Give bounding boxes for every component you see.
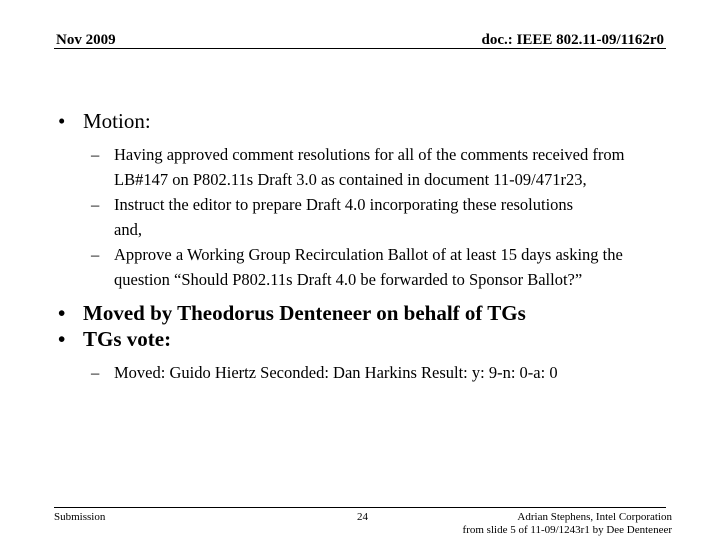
bullet-glyph: •	[58, 109, 66, 133]
footer-page-number: 24	[357, 511, 368, 523]
footer-author-line2: from slide 5 of 11-09/1243r1 by Dee Denteneer	[462, 524, 672, 536]
vote-result-text: Moved: Guido Hiertz Seconded: Dan Harkins Result: y: 9-n: 0-a: 0	[114, 363, 558, 382]
dash-glyph: –	[91, 363, 100, 382]
bullet-glyph: •	[58, 301, 66, 325]
footer-author	[463, 511, 672, 537]
motion-heading: Motion:	[83, 109, 151, 133]
footer-submission: Submission	[54, 511, 106, 523]
moved-by-bullet	[58, 300, 678, 326]
vote-sublist	[91, 360, 678, 385]
motion-item	[91, 192, 604, 242]
footer-author-line1: Adrian Stephens, Intel Corporation	[517, 511, 672, 523]
vote-item	[91, 360, 678, 385]
vote-bullet	[58, 326, 678, 352]
vote-label: TGs vote:	[83, 327, 172, 351]
motion-bullet	[58, 108, 678, 134]
dash-glyph: –	[91, 245, 100, 264]
dash-glyph: –	[91, 145, 100, 164]
bullet-glyph: •	[58, 327, 66, 351]
slide-body	[58, 108, 678, 385]
motion-item-text: Instruct the editor to prepare Draft 4.0 incorporating these resolutions and,	[114, 195, 574, 239]
motion-item	[91, 142, 629, 192]
header-divider	[54, 48, 666, 49]
moved-by-text: Moved by Theodorus Denteneer on behalf of TGs	[83, 301, 526, 325]
motion-item-text: Having approved comment resolutions for all of the comments received from LB#147 on P802.11s Draft 3.0 as contained in document 11-09/471r23,	[114, 145, 625, 189]
header-date: Nov 2009	[56, 32, 116, 48]
motion-item-text: Approve a Working Group Recirculation Ballot of at least 15 days asking the question “Should P802.11s Draft 4.0 be forwarded to Sponsor Ballot?”	[114, 245, 623, 289]
header-doc-id: doc.: IEEE 802.11-09/1162r0	[481, 32, 664, 48]
motion-item	[91, 242, 659, 292]
footer-divider	[54, 507, 666, 508]
motion-sublist	[91, 142, 678, 292]
dash-glyph: –	[91, 195, 100, 214]
